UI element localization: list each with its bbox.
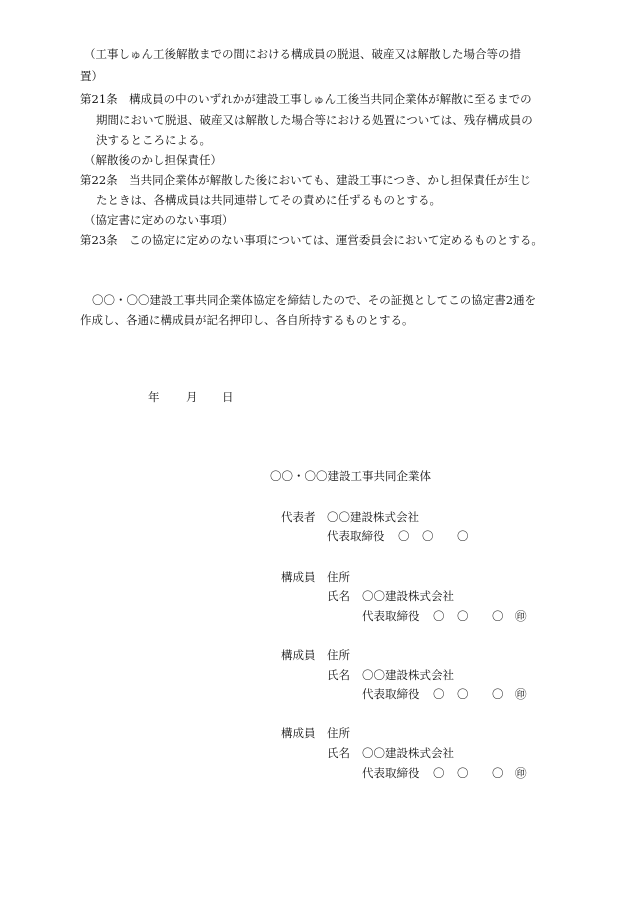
article-21-heading: （工事しゅん工後解散までの間における構成員の脱退、破産又は解散した場合等の措	[84, 47, 521, 61]
member-address-label: 住所	[327, 726, 350, 740]
article-21-text: 決するところによる。	[96, 133, 211, 147]
seal-mark: ㊞	[515, 609, 527, 623]
member-name-char: 〇	[492, 687, 504, 701]
member-name-char: 〇	[457, 609, 469, 623]
member-name-char: 〇	[433, 766, 445, 780]
article-22-heading: （解散後のかし担保責任）	[84, 153, 222, 167]
article-22-text: たときは、各構成員は共同連帯してその責めに任ずるものとする。	[96, 193, 441, 207]
article-23-heading: （協定書に定めのない事項）	[84, 213, 234, 227]
seal-mark: ㊞	[515, 766, 527, 780]
member-name-char: 〇	[433, 609, 445, 623]
member-company: 〇〇建設株式会社	[362, 668, 454, 682]
article-21-text: 第21条 構成員の中のいずれかが建設工事しゅん工後当共同企業体が解散に至るまでの	[80, 92, 532, 106]
member-address-label: 住所	[327, 570, 350, 584]
representative-name-char: 〇	[398, 529, 410, 543]
member-name-label: 氏名	[327, 746, 350, 760]
member-company: 〇〇建設株式会社	[362, 589, 454, 603]
member-address-label: 住所	[327, 648, 350, 662]
member-name-char: 〇	[457, 687, 469, 701]
representative-company: 〇〇建設株式会社	[327, 510, 419, 524]
member-title: 代表取締役	[362, 766, 420, 780]
jv-name: 〇〇・〇〇建設工事共同企業体	[270, 469, 431, 483]
date-year: 年	[148, 390, 160, 404]
member-name-label: 氏名	[327, 589, 350, 603]
closing-text: 〇〇・〇〇建設工事共同企業体協定を締結したので、その証拠としてこの協定書2通を	[92, 293, 537, 307]
member-company: 〇〇建設株式会社	[362, 746, 454, 760]
article-21-heading-cont: 置）	[80, 69, 103, 83]
representative-name-char: 〇	[422, 529, 434, 543]
member-title: 代表取締役	[362, 609, 420, 623]
member-name-char: 〇	[492, 609, 504, 623]
member-role: 構成員	[281, 648, 316, 662]
date-day: 日	[222, 390, 234, 404]
closing-text: 作成し、各通に構成員が記名押印し、各自所持するものとする。	[80, 313, 414, 327]
member-role: 構成員	[281, 570, 316, 584]
article-21-text: 期間において脱退、破産又は解散した場合等における処置については、残存構成員の	[96, 113, 533, 127]
date-month: 月	[186, 390, 198, 404]
seal-mark: ㊞	[515, 687, 527, 701]
member-name-char: 〇	[492, 766, 504, 780]
member-name-char: 〇	[457, 766, 469, 780]
member-name-char: 〇	[433, 687, 445, 701]
member-name-label: 氏名	[327, 668, 350, 682]
representative-role: 代表者	[281, 510, 316, 524]
representative-title: 代表取締役	[327, 529, 385, 543]
member-role: 構成員	[281, 726, 316, 740]
article-22-text: 第22条 当共同企業体が解散した後においても、建設工事につき、かし担保責任が生じ	[80, 173, 531, 187]
article-23-text: 第23条 この協定に定めのない事項については、運営委員会において定めるものとする。	[80, 233, 543, 247]
representative-name-char: 〇	[457, 529, 469, 543]
member-title: 代表取締役	[362, 687, 420, 701]
